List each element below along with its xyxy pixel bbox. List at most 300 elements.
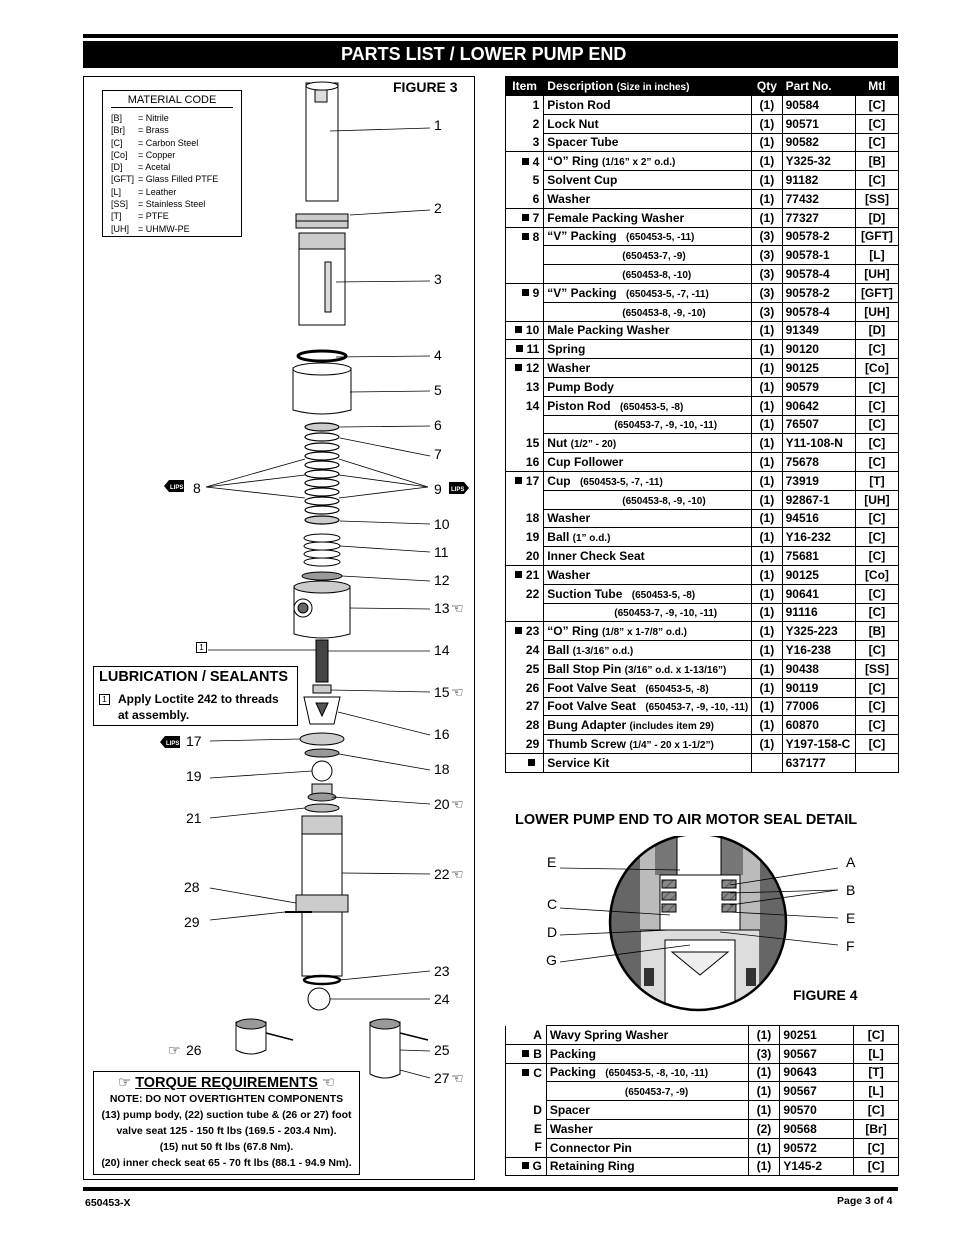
part-number-cell: 75681	[782, 547, 855, 566]
item-cell: 13	[506, 377, 544, 396]
item-cell: 9	[506, 283, 544, 302]
material-cell: [SS]	[855, 659, 898, 678]
table-row	[506, 659, 899, 678]
material-cell: [C]	[855, 584, 898, 603]
item-cell	[506, 265, 544, 284]
desc-cell: Inner Check Seat	[544, 547, 752, 566]
material-cell: [C]	[855, 434, 898, 453]
material-cell: [L]	[854, 1044, 899, 1063]
hand-pointer-icon: ☜	[321, 1075, 335, 1091]
callout-6: 6	[434, 417, 442, 433]
item-cell: 15	[506, 434, 544, 453]
material-cell: [L]	[854, 1082, 899, 1101]
lips-lubricant-icon	[163, 479, 185, 493]
desc-cell: Solvent Cup	[544, 171, 752, 190]
table-row	[506, 547, 899, 566]
lubrication-title: LUBRICATION / SEALANTS	[99, 669, 289, 685]
callout-3: 3	[434, 271, 442, 287]
part-number-cell: 94516	[782, 509, 855, 528]
desc-cell: “O” Ring (1/16” x 2” o.d.)	[544, 152, 752, 171]
table-row	[506, 208, 899, 227]
item-cell: 12	[506, 359, 544, 378]
qty-cell: (1)	[752, 547, 782, 566]
torque-hand-icon: ☞	[168, 1042, 181, 1058]
torque-line: (15) nut 50 ft lbs (67.8 Nm).	[159, 1141, 294, 1153]
kit-marker-icon	[515, 477, 522, 484]
part-number-cell: 90438	[782, 659, 855, 678]
kit-marker-icon	[515, 627, 522, 634]
document-number: 650453-X	[85, 1197, 131, 1209]
material-cell: [Br]	[854, 1119, 899, 1138]
table-row	[506, 1044, 899, 1063]
kit-marker-icon	[516, 345, 523, 352]
desc-cell: Ball (1-3/16” o.d.)	[544, 641, 752, 660]
material-desc: = PTFE	[138, 211, 169, 222]
qty-cell: (1)	[748, 1026, 780, 1045]
item-cell: 10	[506, 321, 544, 340]
desc-cell: Bung Adapter (includes item 29)	[544, 716, 752, 735]
item-cell: 29	[506, 735, 544, 754]
item-cell: 11	[506, 340, 544, 359]
table-row	[506, 716, 899, 735]
desc-cell: Wavy Spring Washer	[546, 1026, 748, 1045]
desc-cell: Foot Valve Seat (650453-7, -9, -10, -11)	[544, 697, 752, 716]
item-cell: 18	[506, 509, 544, 528]
item-cell: 19	[506, 528, 544, 547]
desc-cell: Washer	[544, 359, 752, 378]
material-code: [T]	[111, 211, 122, 222]
item-cell	[506, 415, 544, 434]
material-cell: [GFT]	[855, 283, 898, 302]
kit-marker-icon	[522, 233, 529, 240]
desc-cell: “V” Packing (650453-5, -7, -11)	[544, 283, 752, 302]
desc-cell: Cup Follower	[544, 453, 752, 472]
material-code: [C]	[111, 137, 123, 148]
desc-cell: Male Packing Washer	[544, 321, 752, 340]
figure-4-label: FIGURE 4	[793, 987, 858, 1003]
desc-cell: Female Packing Washer	[544, 208, 752, 227]
material-cell: [C]	[855, 377, 898, 396]
desc-cell: (650453-7, -9)	[546, 1082, 748, 1101]
desc-cell: “V” Packing (650453-5, -11)	[544, 227, 752, 246]
torque-line: (20) inner check seat 65 - 70 ft lbs (88.1 - 94.9 Nm).	[101, 1157, 352, 1169]
material-cell: [C]	[855, 697, 898, 716]
qty-cell: (1)	[748, 1157, 780, 1176]
qty-cell: (1)	[752, 415, 782, 434]
callout-11: 11	[434, 544, 449, 560]
callout-27: 27	[434, 1070, 450, 1086]
item-cell: D	[506, 1101, 547, 1120]
svg-text:LIPS: LIPS	[170, 485, 184, 491]
qty-cell: (3)	[752, 302, 782, 321]
table-row	[506, 1119, 899, 1138]
callout-20: 20	[434, 796, 450, 812]
material-desc: = Acetal	[138, 162, 171, 173]
part-number-cell: 90579	[782, 377, 855, 396]
item-cell	[506, 1082, 547, 1101]
item-cell: 5	[506, 171, 544, 190]
seal-label-b: B	[846, 882, 856, 898]
callout-21: 21	[186, 810, 202, 826]
table-row	[506, 1157, 899, 1176]
qty-cell: (1)	[752, 340, 782, 359]
part-number-cell: 90572	[780, 1138, 854, 1157]
qty-cell: (3)	[748, 1044, 780, 1063]
part-number-cell: 76507	[782, 415, 855, 434]
qty-cell: (1)	[752, 641, 782, 660]
material-desc: = UHMW-PE	[138, 223, 190, 234]
material-cell: [C]	[855, 340, 898, 359]
part-number-cell: 75678	[782, 453, 855, 472]
material-cell: [UH]	[855, 302, 898, 321]
kit-marker-icon	[522, 1050, 529, 1057]
callout-8: 8	[193, 480, 201, 496]
material-code: [SS]	[111, 199, 129, 210]
table-row	[506, 283, 899, 302]
item-cell	[506, 490, 544, 509]
material-cell: [C]	[855, 415, 898, 434]
item-cell: 2	[506, 114, 544, 133]
table-row	[506, 509, 899, 528]
material-cell: [C]	[855, 96, 898, 115]
item-cell: 20	[506, 547, 544, 566]
desc-cell: (650453-7, -9, -10, -11)	[544, 415, 752, 434]
kit-marker-icon	[522, 1069, 529, 1076]
material-cell: [C]	[855, 678, 898, 697]
material-desc: = Nitrile	[138, 113, 169, 123]
item-cell: 14	[506, 396, 544, 415]
part-number-cell: 77432	[782, 189, 855, 208]
callout-22: 22	[434, 866, 450, 882]
table-row	[506, 1138, 899, 1157]
material-cell: [C]	[855, 641, 898, 660]
part-number-cell: 90578-4	[782, 265, 855, 284]
svg-text:LIPS: LIPS	[166, 741, 180, 747]
table-row	[506, 641, 899, 660]
callout-14: 14	[434, 642, 450, 658]
qty-cell: (1)	[752, 528, 782, 547]
item-cell	[506, 246, 544, 265]
material-cell	[855, 753, 898, 772]
material-desc: = Brass	[138, 125, 169, 136]
table-row	[506, 753, 899, 772]
item-cell: 26	[506, 678, 544, 697]
lips-lubricant-icon	[448, 481, 470, 495]
desc-cell: (650453-7, -9, -10, -11)	[544, 603, 752, 622]
part-number-cell: 73919	[782, 471, 855, 490]
callout-12: 12	[434, 572, 450, 588]
desc-cell: Foot Valve Seat (650453-5, -8)	[544, 678, 752, 697]
callout-26: 26	[186, 1042, 202, 1058]
desc-cell: Ball Stop Pin (3/16” o.d. x 1-13/16”)	[544, 659, 752, 678]
table-row	[506, 584, 899, 603]
qty-cell: (1)	[752, 152, 782, 171]
part-number-cell: Y16-238	[782, 641, 855, 660]
desc-cell: (650453-8, -10)	[544, 265, 752, 284]
table-row	[506, 434, 899, 453]
callout-5: 5	[434, 382, 442, 398]
qty-cell: (1)	[752, 697, 782, 716]
desc-cell: Washer	[544, 509, 752, 528]
material-cell: [GFT]	[855, 227, 898, 246]
callout-25: 25	[434, 1042, 450, 1058]
part-number-cell: 90578-2	[782, 227, 855, 246]
desc-cell: Packing	[546, 1044, 748, 1063]
qty-cell: (1)	[748, 1063, 780, 1082]
part-number-cell: 90642	[782, 396, 855, 415]
col-item: Item	[506, 77, 544, 96]
seal-label-d: D	[547, 924, 558, 940]
material-cell: [C]	[854, 1026, 899, 1045]
callout-9: 9	[434, 481, 442, 497]
kit-marker-icon	[522, 214, 529, 221]
callout-13: 13	[434, 600, 450, 616]
material-cell: [D]	[855, 321, 898, 340]
material-desc: = Stainless Steel	[138, 199, 206, 210]
part-number-cell: 90119	[782, 678, 855, 697]
material-code: [UH]	[111, 223, 129, 234]
callout-2: 2	[434, 200, 442, 216]
material-desc: = Glass Filled PTFE	[138, 174, 219, 185]
torque-note: NOTE: DO NOT OVERTIGHTEN COMPONENTS	[109, 1093, 344, 1105]
desc-cell: Nut (1/2” - 20)	[544, 434, 752, 453]
table-row	[506, 1026, 899, 1045]
kit-marker-icon	[515, 571, 522, 578]
material-cell: [C]	[855, 716, 898, 735]
material-cell: [L]	[855, 246, 898, 265]
page-title: PARTS LIST / LOWER PUMP END	[83, 41, 898, 68]
material-cell: [C]	[855, 547, 898, 566]
item-cell: 17	[506, 471, 544, 490]
torque-hand-icon: ☜	[451, 866, 464, 882]
part-number-cell: 90567	[780, 1044, 854, 1063]
table-row	[506, 1082, 899, 1101]
table-row	[506, 603, 899, 622]
material-code: [D]	[111, 162, 123, 173]
callout-16: 16	[434, 726, 450, 742]
kit-marker-icon	[522, 158, 529, 165]
qty-cell: (1)	[752, 678, 782, 697]
table-row	[506, 227, 899, 246]
part-number-cell: 90571	[782, 114, 855, 133]
seal-parts-table	[505, 1025, 899, 1176]
desc-cell: Cup (650453-5, -7, -11)	[544, 471, 752, 490]
table-row	[506, 152, 899, 171]
part-number-cell: Y325-223	[782, 622, 855, 641]
table-row	[506, 678, 899, 697]
qty-cell: (1)	[752, 171, 782, 190]
part-number-cell: 77327	[782, 208, 855, 227]
material-desc: = Copper	[138, 149, 176, 160]
callout-17: 17	[186, 733, 202, 749]
material-cell: [D]	[855, 208, 898, 227]
qty-cell: (1)	[752, 377, 782, 396]
qty-cell: (3)	[752, 246, 782, 265]
table-row	[506, 471, 899, 490]
seal-label-a: A	[846, 854, 856, 870]
table-row	[506, 697, 899, 716]
part-number-cell: Y11-108-N	[782, 434, 855, 453]
part-number-cell: 90578-4	[782, 302, 855, 321]
desc-cell: Spring	[544, 340, 752, 359]
callout-4: 4	[434, 347, 442, 363]
seal-detail-title: LOWER PUMP END TO AIR MOTOR SEAL DETAIL	[515, 812, 858, 828]
item-cell: 1	[506, 96, 544, 115]
kit-marker-icon	[528, 759, 535, 766]
qty-cell: (1)	[752, 96, 782, 115]
part-number-cell: Y16-232	[782, 528, 855, 547]
item-cell: 8	[506, 227, 544, 246]
item-cell: 22	[506, 584, 544, 603]
material-cell: [UH]	[855, 490, 898, 509]
torque-title: TORQUE REQUIREMENTS	[135, 1075, 318, 1091]
table-row	[506, 377, 899, 396]
torque-hand-icon: ☜	[451, 796, 464, 812]
qty-cell: (1)	[752, 565, 782, 584]
material-cell: [B]	[855, 622, 898, 641]
lubrication-text-line1: Apply Loctite 242 to threads	[118, 692, 279, 706]
qty-cell: (1)	[752, 622, 782, 641]
desc-cell: Piston Rod (650453-5, -8)	[544, 396, 752, 415]
desc-cell: Packing (650453-5, -8, -10, -11)	[546, 1063, 748, 1082]
callout-1: 1	[434, 117, 442, 133]
table-row	[506, 1101, 899, 1120]
qty-cell: (3)	[752, 265, 782, 284]
callout-29: 29	[184, 914, 200, 930]
qty-cell: (1)	[752, 584, 782, 603]
qty-cell: (1)	[748, 1101, 780, 1120]
qty-cell: (1)	[752, 133, 782, 152]
material-cell: [C]	[855, 509, 898, 528]
qty-cell: (1)	[752, 208, 782, 227]
table-row	[506, 114, 899, 133]
qty-cell: (1)	[752, 359, 782, 378]
table-row	[506, 265, 899, 284]
table-row	[506, 171, 899, 190]
item-cell: 27	[506, 697, 544, 716]
part-number-cell: 90578-1	[782, 246, 855, 265]
material-code: [Co]	[111, 149, 128, 160]
item-cell: G	[506, 1157, 547, 1176]
qty-cell: (1)	[752, 321, 782, 340]
table-row	[506, 133, 899, 152]
material-code: [B]	[111, 113, 123, 123]
torque-line: valve seat 125 - 150 ft lbs (169.5 - 203.4 Nm).	[116, 1125, 337, 1137]
table-row	[506, 246, 899, 265]
part-number-cell: 90641	[782, 584, 855, 603]
qty-cell	[752, 753, 782, 772]
kit-marker-icon	[515, 326, 522, 333]
table-row	[506, 415, 899, 434]
material-cell: [C]	[855, 603, 898, 622]
desc-cell: Ball (1” o.d.)	[544, 528, 752, 547]
callout-7: 7	[434, 446, 442, 462]
qty-cell: (2)	[748, 1119, 780, 1138]
material-cell: [UH]	[855, 265, 898, 284]
part-number-cell: 90120	[782, 340, 855, 359]
hand-pointer-icon: ☞	[118, 1075, 132, 1091]
exploded-pump-drawing	[84, 77, 474, 1179]
part-number-cell: 90570	[780, 1101, 854, 1120]
desc-cell: Washer	[544, 189, 752, 208]
table-row	[506, 622, 899, 641]
col-part-no: Part No.	[782, 77, 855, 96]
qty-cell: (1)	[752, 659, 782, 678]
qty-cell: (1)	[748, 1082, 780, 1101]
part-number-cell: Y325-32	[782, 152, 855, 171]
material-cell: [C]	[854, 1101, 899, 1120]
part-number-cell: Y197-158-C	[782, 735, 855, 754]
seal-label-e: E	[547, 854, 557, 870]
kit-marker-icon	[522, 1162, 529, 1169]
lips-lubricant-icon	[159, 735, 181, 749]
material-cell: [C]	[854, 1157, 899, 1176]
lubrication-text-line2: at assembly.	[118, 708, 190, 722]
material-cell: [C]	[855, 528, 898, 547]
part-number-cell: 77006	[782, 697, 855, 716]
item-cell: 7	[506, 208, 544, 227]
desc-cell: “O” Ring (1/8” x 1-7/8” o.d.)	[544, 622, 752, 641]
desc-cell: Retaining Ring	[546, 1157, 748, 1176]
qty-cell: (1)	[752, 509, 782, 528]
page-number: Page 3 of 4	[837, 1195, 893, 1207]
seal-label-g: G	[546, 952, 557, 968]
col-qty: Qty	[752, 77, 782, 96]
desc-cell: (650453-7, -9)	[544, 246, 752, 265]
part-number-cell: 92867-1	[782, 490, 855, 509]
material-code: [GFT]	[111, 174, 134, 185]
seal-label-c: C	[547, 896, 558, 912]
part-number-cell: 90578-2	[782, 283, 855, 302]
desc-cell: (650453-8, -9, -10)	[544, 490, 752, 509]
item-cell: 6	[506, 189, 544, 208]
part-number-cell: 91182	[782, 171, 855, 190]
item-cell: B	[506, 1044, 547, 1063]
material-cell: [Co]	[855, 359, 898, 378]
item-cell: 4	[506, 152, 544, 171]
torque-hand-icon: ☜	[451, 1070, 464, 1086]
material-code-title: MATERIAL CODE	[111, 94, 233, 108]
part-number-cell: 90584	[782, 96, 855, 115]
callout-15: 15	[434, 684, 450, 700]
part-number-cell: 90567	[780, 1082, 854, 1101]
material-cell: [SS]	[855, 189, 898, 208]
table-row	[506, 340, 899, 359]
qty-cell: (1)	[752, 735, 782, 754]
item-cell: 23	[506, 622, 544, 641]
item-cell: 3	[506, 133, 544, 152]
desc-cell: Spacer Tube	[544, 133, 752, 152]
desc-cell: Suction Tube (650453-5, -8)	[544, 584, 752, 603]
callout-19: 19	[186, 768, 202, 784]
sealant-marker: 1	[196, 642, 207, 653]
material-desc: = Carbon Steel	[138, 137, 199, 148]
item-cell: 25	[506, 659, 544, 678]
item-cell: A	[506, 1026, 547, 1045]
material-cell: [C]	[855, 171, 898, 190]
part-number-cell: 90125	[782, 565, 855, 584]
desc-cell: Lock Nut	[544, 114, 752, 133]
material-cell: [B]	[855, 152, 898, 171]
torque-requirements-box	[93, 1071, 360, 1175]
desc-cell: Spacer	[546, 1101, 748, 1120]
part-number-cell: 637177	[782, 753, 855, 772]
table-row	[506, 528, 899, 547]
seal-label-f: F	[846, 938, 855, 954]
part-number-cell: Y145-2	[780, 1157, 854, 1176]
kit-marker-icon	[522, 289, 529, 296]
bottom-rule	[83, 1187, 898, 1191]
